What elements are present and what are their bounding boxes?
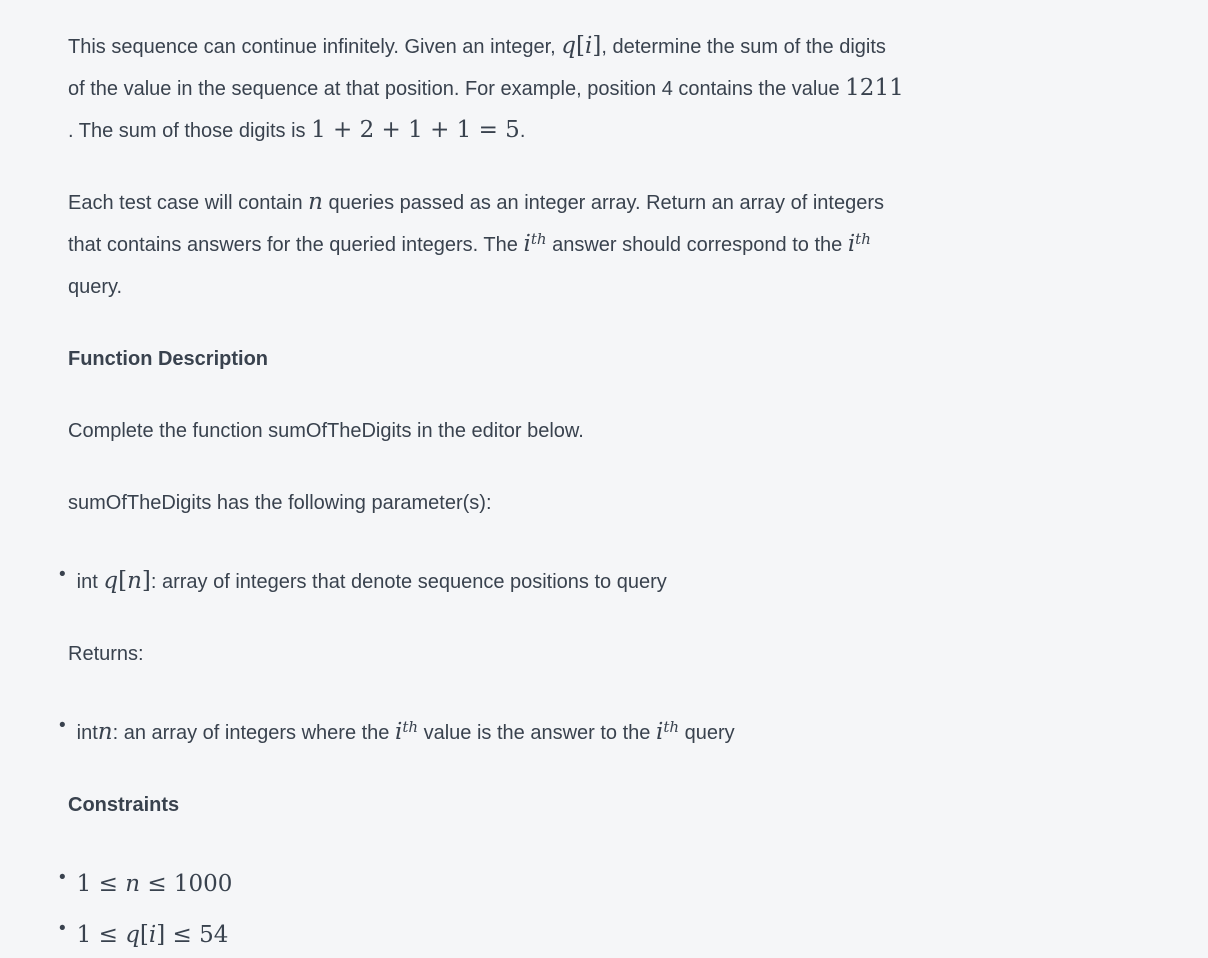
bullet-icon: •: [59, 564, 66, 585]
text-run: int: [76, 571, 104, 593]
text-run: of the value in the sequence at that position. For example, position 4 contains the value: [68, 78, 846, 100]
math-number: 1 + 2 + 1 + 1 = 5: [311, 117, 520, 143]
intro-paragraph: [68, 26, 1148, 152]
math-variable: i: [148, 922, 157, 948]
math-variable: n: [308, 189, 323, 215]
bullet-icon: •: [59, 867, 66, 888]
text-run: answer should correspond to the: [546, 234, 848, 256]
math-superscript: th: [402, 718, 419, 736]
text-run: . The sum of those digits is: [68, 120, 312, 142]
math-number: 1211: [845, 75, 904, 101]
text-run: Returns:: [68, 643, 144, 665]
text-run: : an array of integers where the: [112, 722, 395, 744]
queries-paragraph: [68, 182, 1148, 308]
text-run: Complete the function sumOfTheDigits in the editor below.: [68, 420, 584, 442]
parameters-list: [59, 554, 1148, 603]
math-number: [: [576, 33, 585, 59]
text-run: sumOfTheDigits has the following parameter(s):: [68, 492, 492, 514]
text-run: : array of integers that denote sequence positions to query: [150, 571, 667, 593]
math-variable: q: [561, 33, 576, 59]
bullet-icon: •: [59, 715, 66, 736]
math-number: [: [118, 568, 128, 594]
constraint-item: [59, 856, 1148, 907]
math-number: ]: [141, 568, 151, 594]
math-superscript: th: [855, 230, 871, 248]
math-number: ≤ 1000: [140, 871, 233, 897]
math-number: 1 ≤: [76, 871, 126, 897]
text-run: Each test case will contain: [68, 192, 309, 214]
math-variable: q: [103, 568, 119, 594]
math-variable: i: [847, 231, 856, 257]
parameter-item: [59, 554, 1148, 603]
returns-list: [59, 705, 1148, 754]
text-run: queries passed as an integer array. Return an array of integers: [322, 192, 884, 214]
returns-label: [68, 633, 1148, 675]
return-item: [59, 705, 1148, 754]
math-variable: n: [125, 871, 141, 897]
function-description-heading: [68, 338, 1148, 380]
text-run: Constraints: [68, 794, 180, 816]
text-run: query.: [68, 276, 123, 298]
text-run: int: [76, 722, 98, 744]
math-variable: q: [125, 922, 140, 948]
text-run: query: [679, 722, 735, 744]
math-superscript: th: [530, 230, 547, 248]
math-variable: n: [127, 568, 142, 594]
math-number: 1 ≤: [76, 922, 126, 948]
constraints-heading: [68, 784, 1148, 826]
math-number: ]: [592, 33, 602, 59]
text-run: value is the answer to the: [418, 722, 656, 744]
text-run: This sequence can continue infinitely. Given an integer,: [68, 36, 562, 58]
math-superscript: th: [663, 718, 680, 736]
math-variable: i: [523, 231, 531, 257]
constraint-item: [59, 907, 1148, 958]
text-run: , determine the sum of the digits: [601, 36, 886, 58]
bullet-icon: •: [59, 918, 66, 939]
complete-function-line: [68, 410, 1148, 452]
math-variable: i: [584, 33, 593, 59]
text-run: that contains answers for the queried integers. The: [68, 234, 524, 256]
math-number: [: [139, 922, 149, 948]
text-run: Function Description: [68, 348, 268, 370]
math-variable: i: [655, 719, 664, 745]
text-run: .: [519, 120, 526, 142]
math-variable: n: [97, 719, 113, 745]
math-variable: i: [394, 719, 403, 745]
constraints-list: [59, 856, 1148, 958]
parameters-intro-line: [68, 482, 1148, 524]
math-number: ] ≤ 54: [156, 922, 229, 948]
